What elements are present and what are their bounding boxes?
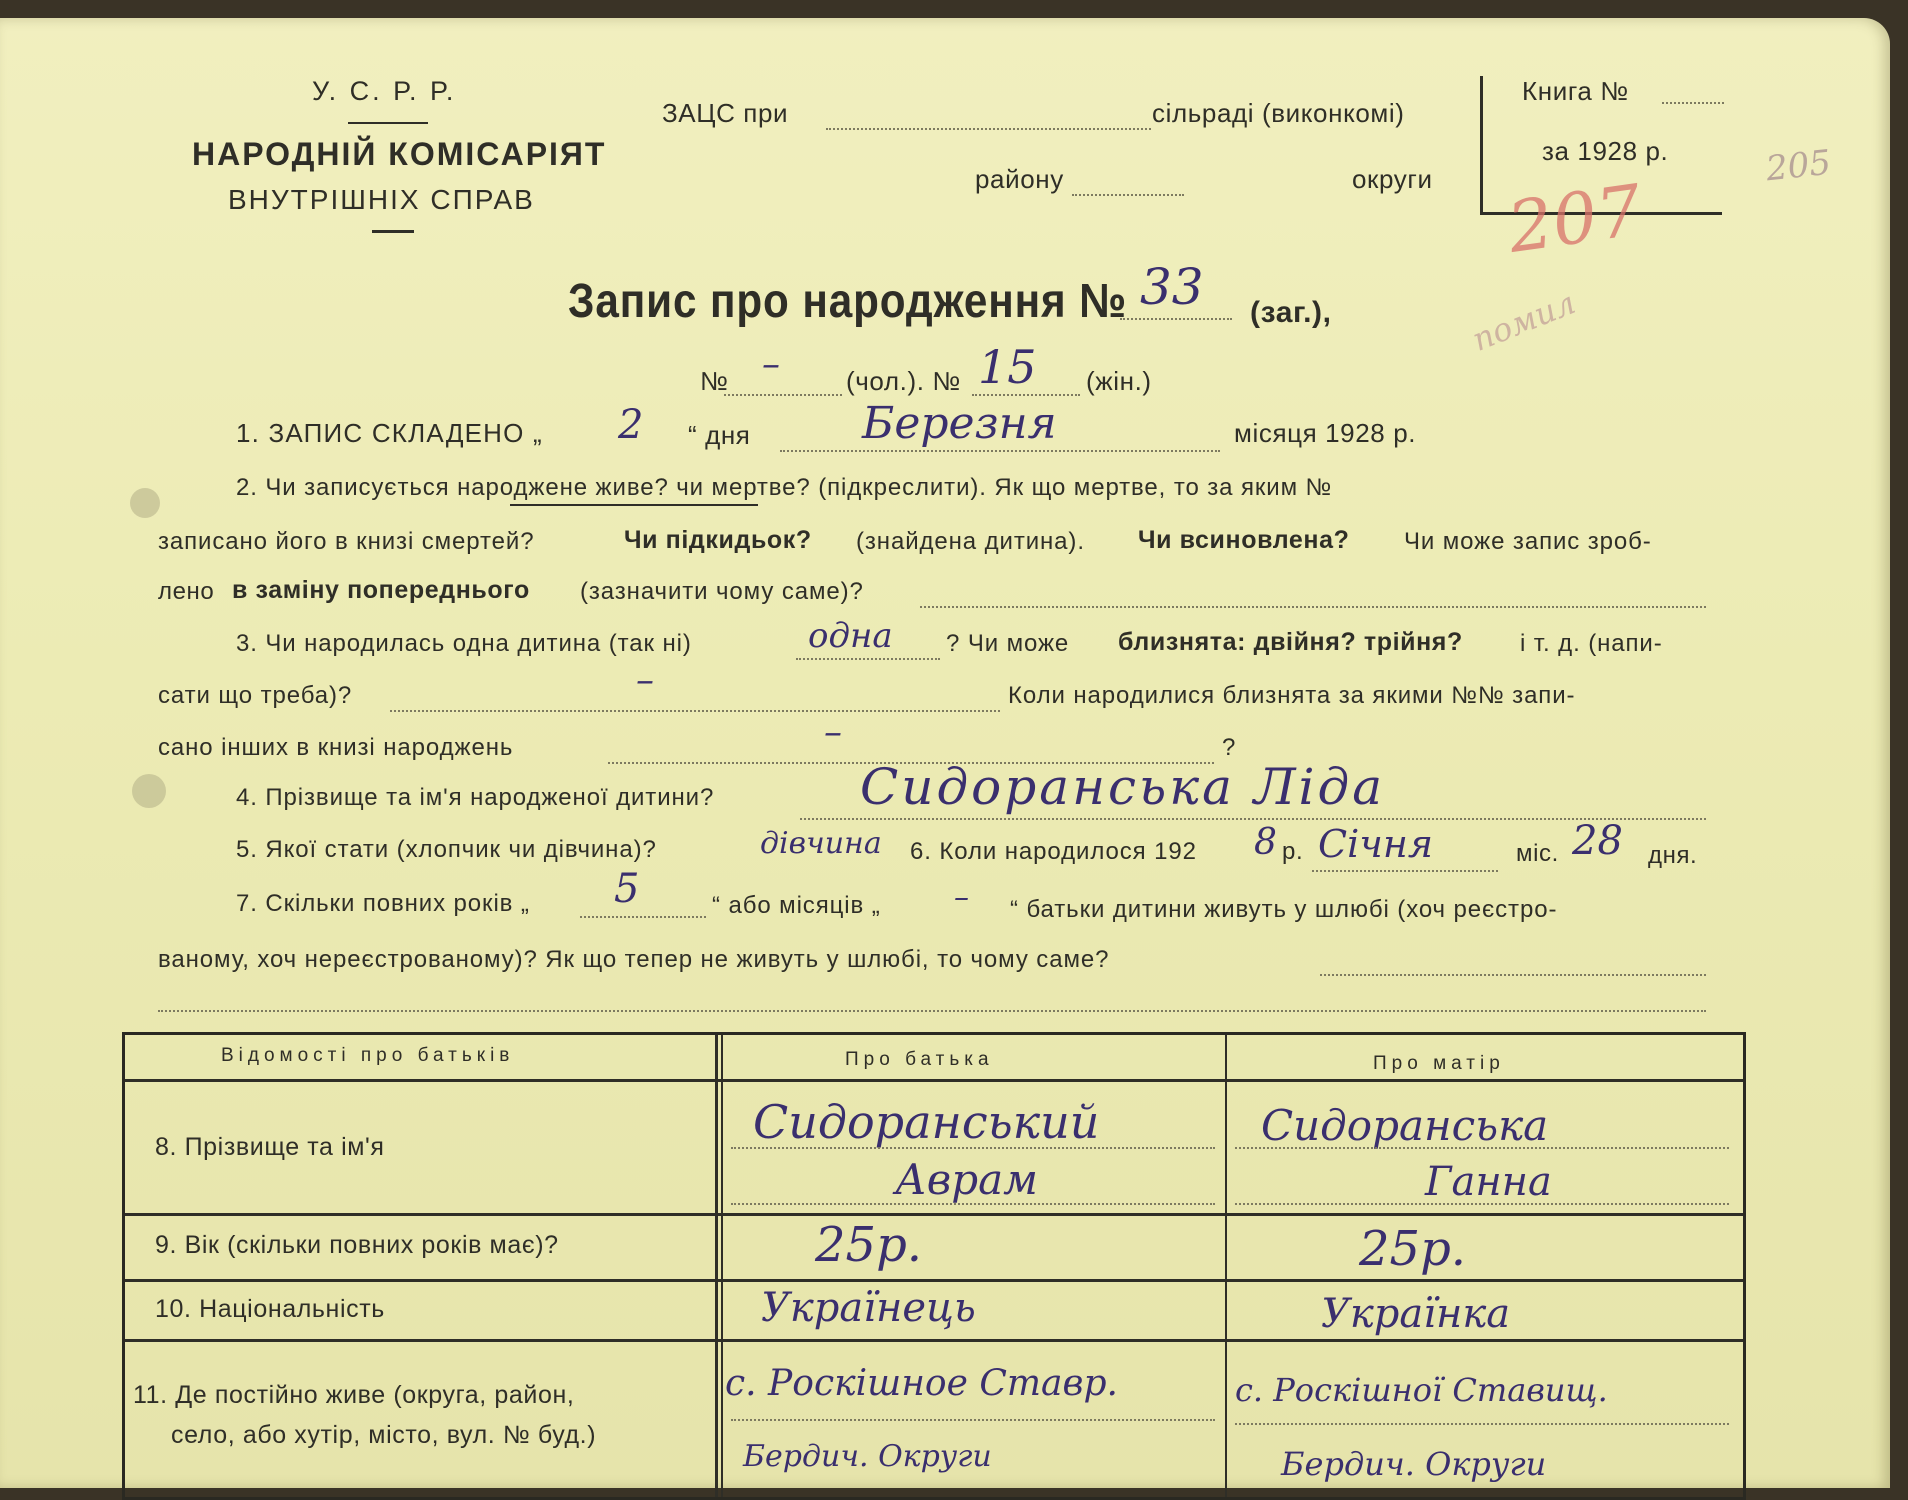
table-row-rule	[125, 1279, 1743, 1282]
q2-line3b: в заміну попереднього	[232, 576, 530, 604]
father-name-field	[731, 1147, 1215, 1149]
table-header-father: Про батька	[845, 1049, 994, 1070]
mother-surname: Сидоранська	[1261, 1101, 1549, 1150]
q4-label: 4. Прізвище та ім'я народженої дитини?	[236, 784, 715, 811]
district-label: району	[975, 164, 1064, 194]
male-number-field	[724, 394, 842, 396]
male-label: (чол.). №	[846, 366, 961, 396]
mother-residence-field	[1235, 1423, 1729, 1425]
q6-label-b: р.	[1282, 838, 1304, 865]
father-residence-field	[731, 1419, 1215, 1421]
father-surname: Сидоранський	[753, 1095, 1100, 1149]
q3-line2-answer: –	[636, 660, 654, 701]
q2-line3a: лено	[158, 578, 215, 605]
document-page	[0, 18, 1890, 1488]
q3-line3-a: сано інших в книзі народжень	[158, 734, 514, 761]
table-header-info: Відомості про батьків	[221, 1045, 515, 1066]
margin-number-205: 205	[1764, 142, 1833, 190]
table-row-rule	[125, 1213, 1743, 1216]
divider	[348, 122, 428, 124]
underline-zhyve	[510, 504, 758, 506]
table-col-rule	[721, 1035, 723, 1497]
q7-years-field	[580, 916, 706, 918]
female-number: 15	[978, 340, 1037, 394]
district-field	[1072, 194, 1184, 196]
table-col-rule	[1225, 1035, 1227, 1497]
mother-age: 25р.	[1359, 1221, 1467, 1277]
record-number: 33	[1140, 258, 1204, 316]
father-firstname: Аврам	[895, 1155, 1039, 1204]
q3-line3-b: ?	[1222, 734, 1236, 761]
no-label: №	[700, 366, 729, 396]
mother-residence: с. Роскішної Ставищ.	[1235, 1371, 1608, 1409]
record-suffix: (заг.),	[1250, 296, 1332, 329]
okruha-label: округи	[1352, 164, 1433, 194]
q1-month-label: місяця 1928 р.	[1234, 418, 1417, 448]
q6-label-d: дня.	[1648, 842, 1698, 869]
q3-label-d: і т. д. (напи-	[1520, 630, 1663, 657]
q7-field	[1320, 974, 1706, 976]
q2-line2a: записано його в книзі смертей?	[158, 528, 535, 555]
row-nationality-label: 10. Національність	[155, 1295, 385, 1323]
mother-name-field-2	[1235, 1203, 1729, 1205]
q1-label: 1. ЗАПИС СКЛАДЕНО „	[236, 418, 543, 448]
q4-field	[800, 818, 1706, 820]
margin-note: помил	[1466, 283, 1581, 359]
punch-hole	[132, 774, 166, 808]
q3-answer-field	[796, 658, 940, 660]
punch-hole	[130, 488, 160, 518]
q2-line1: 2. Чи записується народжене живе? чи мертве? (підкреслити). Як що мертве, то за яким №	[236, 474, 1333, 501]
q2-line2c: (знайдена дитина).	[856, 528, 1085, 555]
q1-month: Березня	[862, 398, 1057, 449]
male-number: –	[762, 344, 780, 385]
q7-line2: ваному, хоч нереєстрованому)? Як що тепер не живуть у шлюбі, то чому саме?	[158, 946, 1110, 973]
q2-line3c: (зазначити чому саме)?	[580, 578, 864, 605]
zags-field	[826, 128, 1151, 130]
q7-label-b: “ або місяців „	[712, 892, 881, 919]
zags-label: ЗАЦС при	[662, 98, 789, 128]
q3-answer: одна	[808, 616, 893, 656]
q3-label-a: 3. Чи народилась одна дитина (так ні)	[236, 630, 692, 657]
q5-label: 5. Якої стати (хлопчик чи дівчина)?	[236, 836, 657, 863]
q1-month-field	[780, 450, 1220, 452]
mother-nationality: Українка	[1321, 1291, 1511, 1337]
q3-line2-b: Коли народилися близнята за якими №№ запи-	[1008, 682, 1576, 709]
q2-line2b: Чи підкидьок?	[624, 526, 812, 554]
q6-month-field	[1312, 870, 1498, 872]
state-abbrev: У. С. Р. Р.	[312, 76, 457, 106]
margin-number-207: 207	[1502, 169, 1647, 269]
mother-residence-2: Бердич. Округи	[1281, 1445, 1547, 1483]
q5-answer: дівчина	[760, 826, 882, 861]
q7-label-a: 7. Скільки повних років „	[236, 890, 530, 917]
table-col-rule	[715, 1035, 718, 1497]
father-name-field-2	[731, 1203, 1215, 1205]
q6-month: Січня	[1318, 822, 1434, 866]
village-council-label: сільраді (виконкомі)	[1152, 98, 1405, 128]
father-age: 25р.	[815, 1217, 923, 1273]
q3-label-b: ? Чи може	[946, 630, 1070, 657]
table-header-rule	[125, 1079, 1743, 1082]
book-year: за 1928 р.	[1542, 136, 1669, 166]
record-number-field	[1120, 318, 1232, 320]
q7-field-2	[158, 1010, 1706, 1012]
female-number-field	[972, 394, 1080, 396]
mother-firstname: Ганна	[1425, 1159, 1552, 1205]
divider	[372, 230, 414, 233]
parents-table	[122, 1032, 1746, 1500]
row-residence-label: 11. Де постійно живе (округа, район,	[133, 1381, 575, 1409]
q3-line3-answer: –	[824, 712, 842, 753]
q3-line2-field	[390, 710, 1000, 712]
book-box-left	[1480, 76, 1483, 212]
q6-day: 28	[1572, 818, 1623, 864]
father-residence-2: Бердич. Округи	[743, 1439, 992, 1474]
q1-day-label: “ дня	[688, 420, 751, 450]
row-residence-label-2: село, або хутір, місто, вул. № буд.)	[171, 1421, 597, 1449]
q3-line2-a: сати що треба)?	[158, 682, 353, 709]
q3-label-c: близнята: двійня? трійня?	[1118, 628, 1463, 656]
q2-field	[920, 606, 1706, 608]
female-label: (жін.)	[1086, 366, 1152, 396]
mother-name-field	[1235, 1147, 1729, 1149]
commissariat-title: НАРОДНІЙ КОМІСАРІЯТ	[192, 136, 607, 172]
table-header-mother: Про матір	[1373, 1053, 1505, 1074]
q7-months: –	[954, 880, 969, 915]
father-residence: с. Роскішное Ставр.	[725, 1363, 1118, 1404]
record-title: Запис про народження №	[568, 275, 1128, 328]
row-age-label: 9. Вік (скільки повних років має)?	[155, 1231, 559, 1259]
q1-day: 2	[618, 402, 644, 448]
q7-label-c: “ батьки дитини живуть у шлюбі (хоч реєстро-	[1010, 896, 1558, 923]
father-nationality: Українець	[761, 1285, 976, 1331]
q2-line2d: Чи всиновлена?	[1138, 526, 1350, 554]
q6-label-a: 6. Коли народилося 192	[910, 838, 1197, 865]
q6-year: 8	[1254, 822, 1277, 863]
book-field	[1662, 102, 1724, 104]
q6-label-c: міс.	[1516, 840, 1559, 867]
department-title: ВНУТРІШНІХ СПРАВ	[228, 184, 535, 215]
q4-answer: Сидоранська Ліда	[860, 758, 1386, 816]
q2-line2e: Чи може запис зроб-	[1404, 528, 1652, 555]
row-name-label: 8. Прізвище та ім'я	[155, 1133, 385, 1161]
q7-years: 5	[614, 866, 640, 912]
book-label: Книга №	[1522, 76, 1629, 106]
table-row-rule	[125, 1339, 1743, 1342]
